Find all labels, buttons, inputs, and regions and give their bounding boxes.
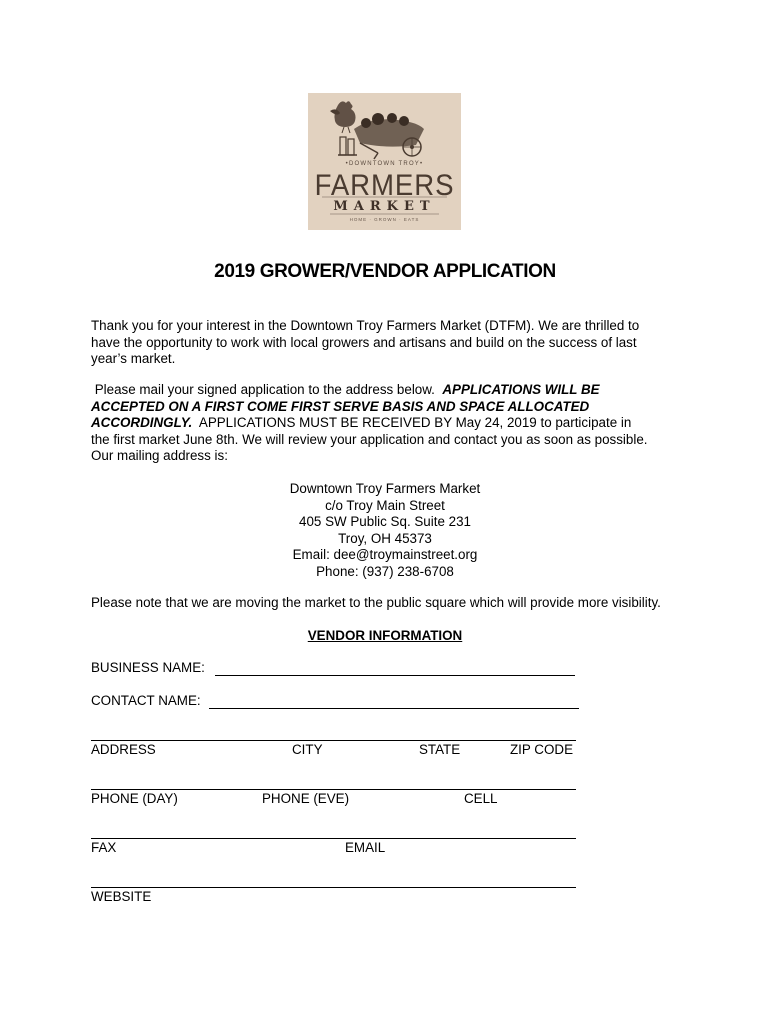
- vendor-information-heading: VENDOR INFORMATION: [307, 628, 463, 643]
- instructions-emphasis: APPLICATIONS WILL BE: [442, 382, 600, 397]
- page-title: 2019 GROWER/VENDOR APPLICATION: [214, 261, 556, 282]
- address-field-line[interactable]: [91, 740, 576, 741]
- instructions-line: [91, 399, 691, 416]
- intro-line: year’s market.: [91, 351, 176, 367]
- contact-name-label: CONTACT NAME:: [91, 693, 201, 708]
- intro-line: have the opportunity to work with local growers and artisans and build on the success of last: [91, 334, 637, 350]
- address-phone: Phone: (937) 238-6708: [316, 563, 454, 579]
- fax-email-field-line[interactable]: [91, 838, 576, 839]
- website-label: WEBSITE: [91, 889, 152, 904]
- logo-tagline: HOME · GROWN · EATS: [349, 217, 420, 222]
- instructions-line: [91, 382, 691, 399]
- intro-line: Thank you for your interest in the Downtown Troy Farmers Market (DTFM). We are thrilled to: [91, 318, 640, 333]
- cell-label: CELL: [464, 791, 498, 806]
- zip-code-label: ZIP CODE: [510, 742, 573, 757]
- logo-top-text: •DOWNTOWN TROY•: [345, 161, 424, 167]
- business-name-label: BUSINESS NAME:: [91, 660, 205, 675]
- intro-paragraph: [91, 318, 691, 368]
- address-org: Downtown Troy Farmers Market: [289, 481, 481, 496]
- relocation-note: Please note that we are moving the market to the public square which will provide more visibility.: [91, 595, 661, 610]
- city-label: CITY: [292, 742, 323, 757]
- instructions-text: APPLICATIONS MUST BE RECEIVED BY May 24, 2019 to participate in: [192, 415, 632, 431]
- instructions-emphasis: ACCORDINGLY.: [91, 415, 193, 431]
- phone-day-label: PHONE (DAY): [91, 791, 178, 806]
- address-care-of: c/o Troy Main Street: [325, 497, 445, 513]
- instructions-text: Please mail your signed application to the address below.: [91, 382, 443, 397]
- instructions-paragraph: [91, 382, 691, 465]
- fax-label: FAX: [91, 840, 117, 855]
- instructions-emphasis: ACCEPTED ON A FIRST COME FIRST SERVE BASIS AND SPACE ALLOCATED: [91, 398, 590, 414]
- state-label: STATE: [419, 742, 461, 757]
- address-email: Email: dee@troymainstreet.org: [292, 547, 478, 563]
- address-city-state: Troy, OH 45373: [338, 530, 432, 546]
- farmers-market-logo: [308, 93, 461, 230]
- business-name-field[interactable]: [215, 675, 575, 676]
- instructions-line: [91, 415, 691, 432]
- address-label: ADDRESS: [91, 742, 156, 757]
- address-street: 405 SW Public Sq. Suite 231: [299, 514, 471, 530]
- instructions-line: the first market June 8th. We will review your application and contact you as soon as possible.: [91, 431, 648, 447]
- phone-eve-label: PHONE (EVE): [262, 791, 350, 806]
- logo-farmers-word: FARMERS: [314, 169, 455, 202]
- mailing-address: [0, 481, 770, 581]
- logo-market-word: MARKET: [333, 199, 436, 214]
- instructions-line: Our mailing address is:: [91, 448, 228, 464]
- email-label: EMAIL: [345, 840, 386, 855]
- website-field-line[interactable]: [91, 887, 576, 888]
- contact-name-field[interactable]: [209, 708, 579, 709]
- phone-field-line[interactable]: [91, 789, 576, 790]
